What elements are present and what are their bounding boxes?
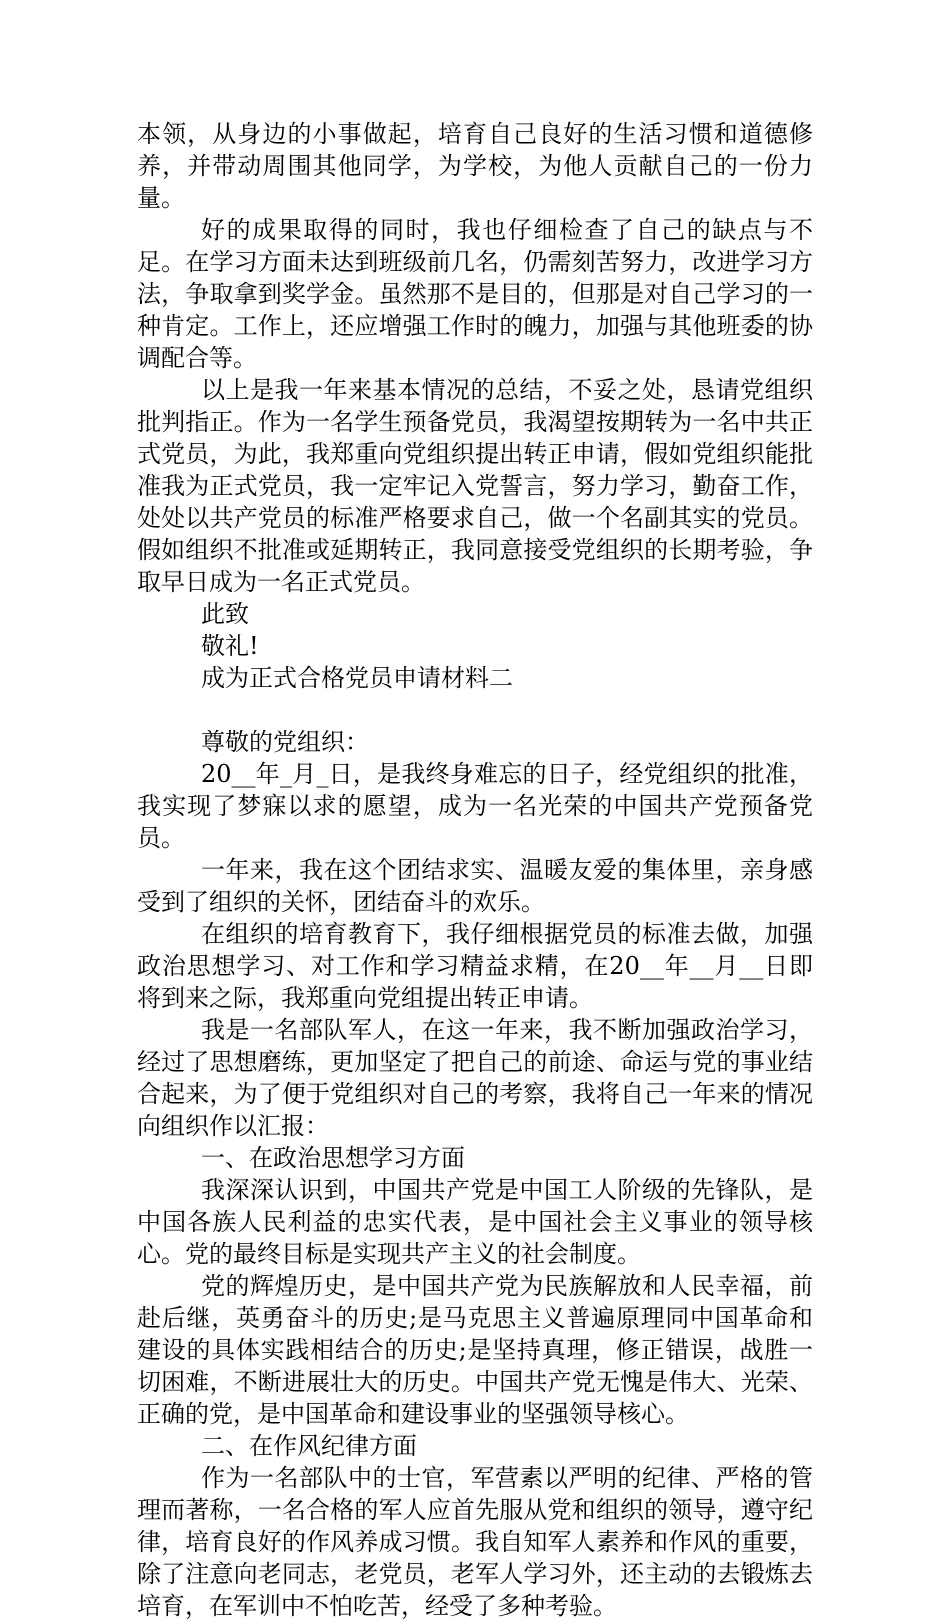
paragraph-1: 本领，从身边的小事做起，培育自己良好的生活习惯和道德修养，并带动周围其他同学，为学校，为他人贡献自己的一份力量。 (137, 120, 813, 212)
subheading-political: 一、在政治思想学习方面 (201, 1144, 465, 1172)
section-title: 成为正式合格党员申请材料二 (201, 664, 513, 692)
paragraph-12: 我是一名部队军人，在这一年来，我不断加强政治学习，经过了思想磨练，更加坚定了把自己的前途、命运与党的事业结合起来，为了便于党组织对自己的考察，我将自己一年来的情况向组织作以汇报： (137, 1016, 813, 1140)
paragraph-11: 在组织的培育教育下，我仔细根据党员的标准去做，加强政治思想学习、对工作和学习精益求精，在20__年__月__日即将到来之际，我郑重向党组提出转正申请。 (137, 920, 813, 1012)
paragraph-3: 以上是我一年来基本情况的总结，不妥之处，恳请党组织批判指正。作为一名学生预备党员，我渴望按期转为一名中共正式党员，为此，我郑重向党组织提出转正申请，假如党组织能批准我为正式党员，我一定牢记入党誓言，努力学习，勤奋工作，处处以共产党员的标准严格要求自己，做一个名副其实的党员。假如组织不批准或延期转正，我同意接受党组织的长期考验，争取早日成为一名正式党员。 (137, 376, 813, 596)
paragraph-2: 好的成果取得的同时，我也仔细检查了自己的缺点与不足。在学习方面未达到班级前几名，仍需刻苦努力，改进学习方法，争取拿到奖学金。虽然那不是目的，但那是对自己学习的一种肯定。工作上，还应增强工作时的魄力，加强与其他班委的协调配合等。 (137, 216, 813, 372)
closing-salutation: 此致 (201, 600, 249, 628)
blank-line (137, 694, 813, 726)
letter-greeting: 尊敬的党组织： (201, 728, 369, 756)
paragraph-14: 我深深认识到，中国共产党是中国工人阶级的先锋队，是中国各族人民利益的忠实代表，是中国社会主义事业的领导核心。党的最终目标是实现共产主义的社会制度。 (137, 1176, 813, 1268)
paragraph-15: 党的辉煌历史，是中国共产党为民族解放和人民幸福，前赴后继，英勇奋斗的历史;是马克思主义普遍原理同中国革命和建设的具体实践相结合的历史;是坚持真理，修正错误，战胜一切困难，不断进展壮大的历史。中国共产党无愧是伟大、光荣、正确的党，是中国革命和建设事业的坚强领导核心。 (137, 1272, 813, 1428)
document-page (137, 118, 813, 1622)
paragraph-17: 作为一名部队中的士官，军营素以严明的纪律、严格的管理而著称，一名合格的军人应首先服从党和组织的领导，遵守纪律，培育良好的作风养成习惯。我自知军人素养和作风的重要，除了注意向老同志，老党员，老军人学习外，还主动的去锻炼去培育，在军训中不怕吃苦，经受了多种考验。 (137, 1464, 813, 1620)
closing-regards: 敬礼! (201, 632, 259, 660)
paragraph-10: 一年来，我在这个团结求实、温暖友爱的集体里，亲身感受到了组织的关怀，团结奋斗的欢乐。 (137, 856, 813, 916)
paragraph-9: 20__年_月_日，是我终身难忘的日子，经党组织的批准，我实现了梦寐以求的愿望，成为一名光荣的中国共产党预备党员。 (137, 760, 813, 852)
subheading-discipline: 二、在作风纪律方面 (201, 1432, 417, 1460)
